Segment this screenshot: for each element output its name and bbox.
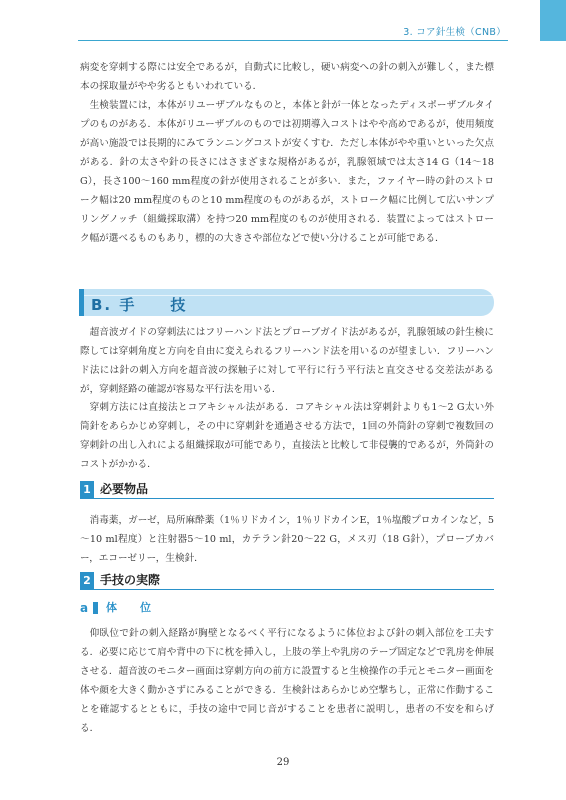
- page-number: 29: [276, 757, 290, 768]
- subsection-2a-letter: a: [80, 601, 89, 615]
- section-b-paragraph-2: 穿刺方法には直接法とコアキシャル法がある．コアキシャル法は穿刺針よりも1～2 G太い外筒針をあらかじめ穿刺し，その中に穿刺針を通過させる方法で，1回の外筒針の穿刺で複数回の穿刺針の出し入れによる組織採取が可能であり，直接法と比較して非侵襲的であるが，外筒針のコストがかかる．: [80, 402, 494, 470]
- subsection-2a-accent-bar: [93, 602, 98, 614]
- subsection-1-rule: [80, 498, 494, 499]
- subsection-1-title: 必要物品: [100, 482, 149, 496]
- subsection-2-heading: [80, 572, 494, 589]
- subsection-1-number: 1: [80, 481, 94, 498]
- subsection-2a-title: 体 位: [106, 601, 157, 614]
- header-color-tab: [540, 0, 566, 41]
- subsection-2a-heading: [80, 600, 280, 616]
- subsection-1-body: 消毒薬，ガーゼ，局所麻酔薬（1％リドカイン，1％リドカインE，1％塩酸プロカインなど，5～10 ml程度）と注射器5～10 ml，カテラン針20～22 G，メス刃（18 G針），プローブカバー，エコーゼリー，生検針．: [80, 515, 494, 564]
- subsection-2-title: 手技の実際: [100, 573, 161, 587]
- section-b-heading: [79, 289, 494, 316]
- header-rule: [78, 40, 508, 41]
- subsection-2-rule: [80, 589, 494, 590]
- intro-paragraph-1: 病変を穿刺する際には安全であるが，自動式に比較し，硬い病変への針の刺入が難しく，また標本の採取量がやや劣るともいわれている．: [80, 62, 494, 92]
- subsection-2a-body: 仰臥位で針の刺入経路が胸壁となるべく平行になるように体位および針の刺入部位を工夫する．必要に応じて肩や背中の下に枕を挿入し，上肢の挙上や乳房のテープ固定などで乳房を伸展させる．超音波のモニター画面は穿刺方向の前方に設置すると生検操作の手元とモニター画面を体や顔を大きく動かさずにみることができる．生検針はあらかじめ空撃ちし，正常に作動することを確認するとともに，手技の途中で同じ音がすることを患者に説明し，患者の不安を和らげる．: [80, 628, 494, 734]
- section-b-title: B. 手 技: [91, 296, 188, 314]
- section-b-paragraph-1: 超音波ガイドの穿刺法にはフリーハンド法とプローブガイド法があるが，乳腺領域の針生検に際しては穿刺角度と方向を自由に変えられるフリーハンド法を用いるのが望ましい．フリーハンド法には針の刺入方向を超音波の探触子に対して平行に行う平行法と直交させる交差法があるが，穿刺経路の確認が容易な平行法を用いる．: [80, 327, 494, 395]
- header-section-label: 3. コア針生検（CNB）: [403, 27, 506, 38]
- section-b-accent-bar: [79, 289, 84, 316]
- running-header: [0, 0, 566, 40]
- intro-paragraph-2: 生検装置には，本体がリユーザブルなものと，本体と針が一体となったディスポーザブルタイプのものがある．本体がリユーザブルのものでは初期導入コストはやや高めであるが，使用頻度が高い施設では長期的にみてランニングコストが安くすむ．ただし本体がやや重いといった欠点がある．針の太さや針の長さにはさまざまな規格があるが，乳腺領域では太さ14 G（14～18 G），長さ100～160 mm程度の針が使用されることが多い．また，ファイヤー時の針のストローク幅は20 mm程度のものと10 mm程度のものがあるが，ストローク幅に比例して広いサンプリングノッチ（組織採取溝）を持つ20 mm程度のものが使用される．装置によってはストローク幅が選べるものもあり，標的の大きさや部位などで使い分けることが可能である．: [80, 100, 494, 244]
- subsection-1-heading: [80, 481, 494, 498]
- subsection-2-number: 2: [80, 572, 94, 589]
